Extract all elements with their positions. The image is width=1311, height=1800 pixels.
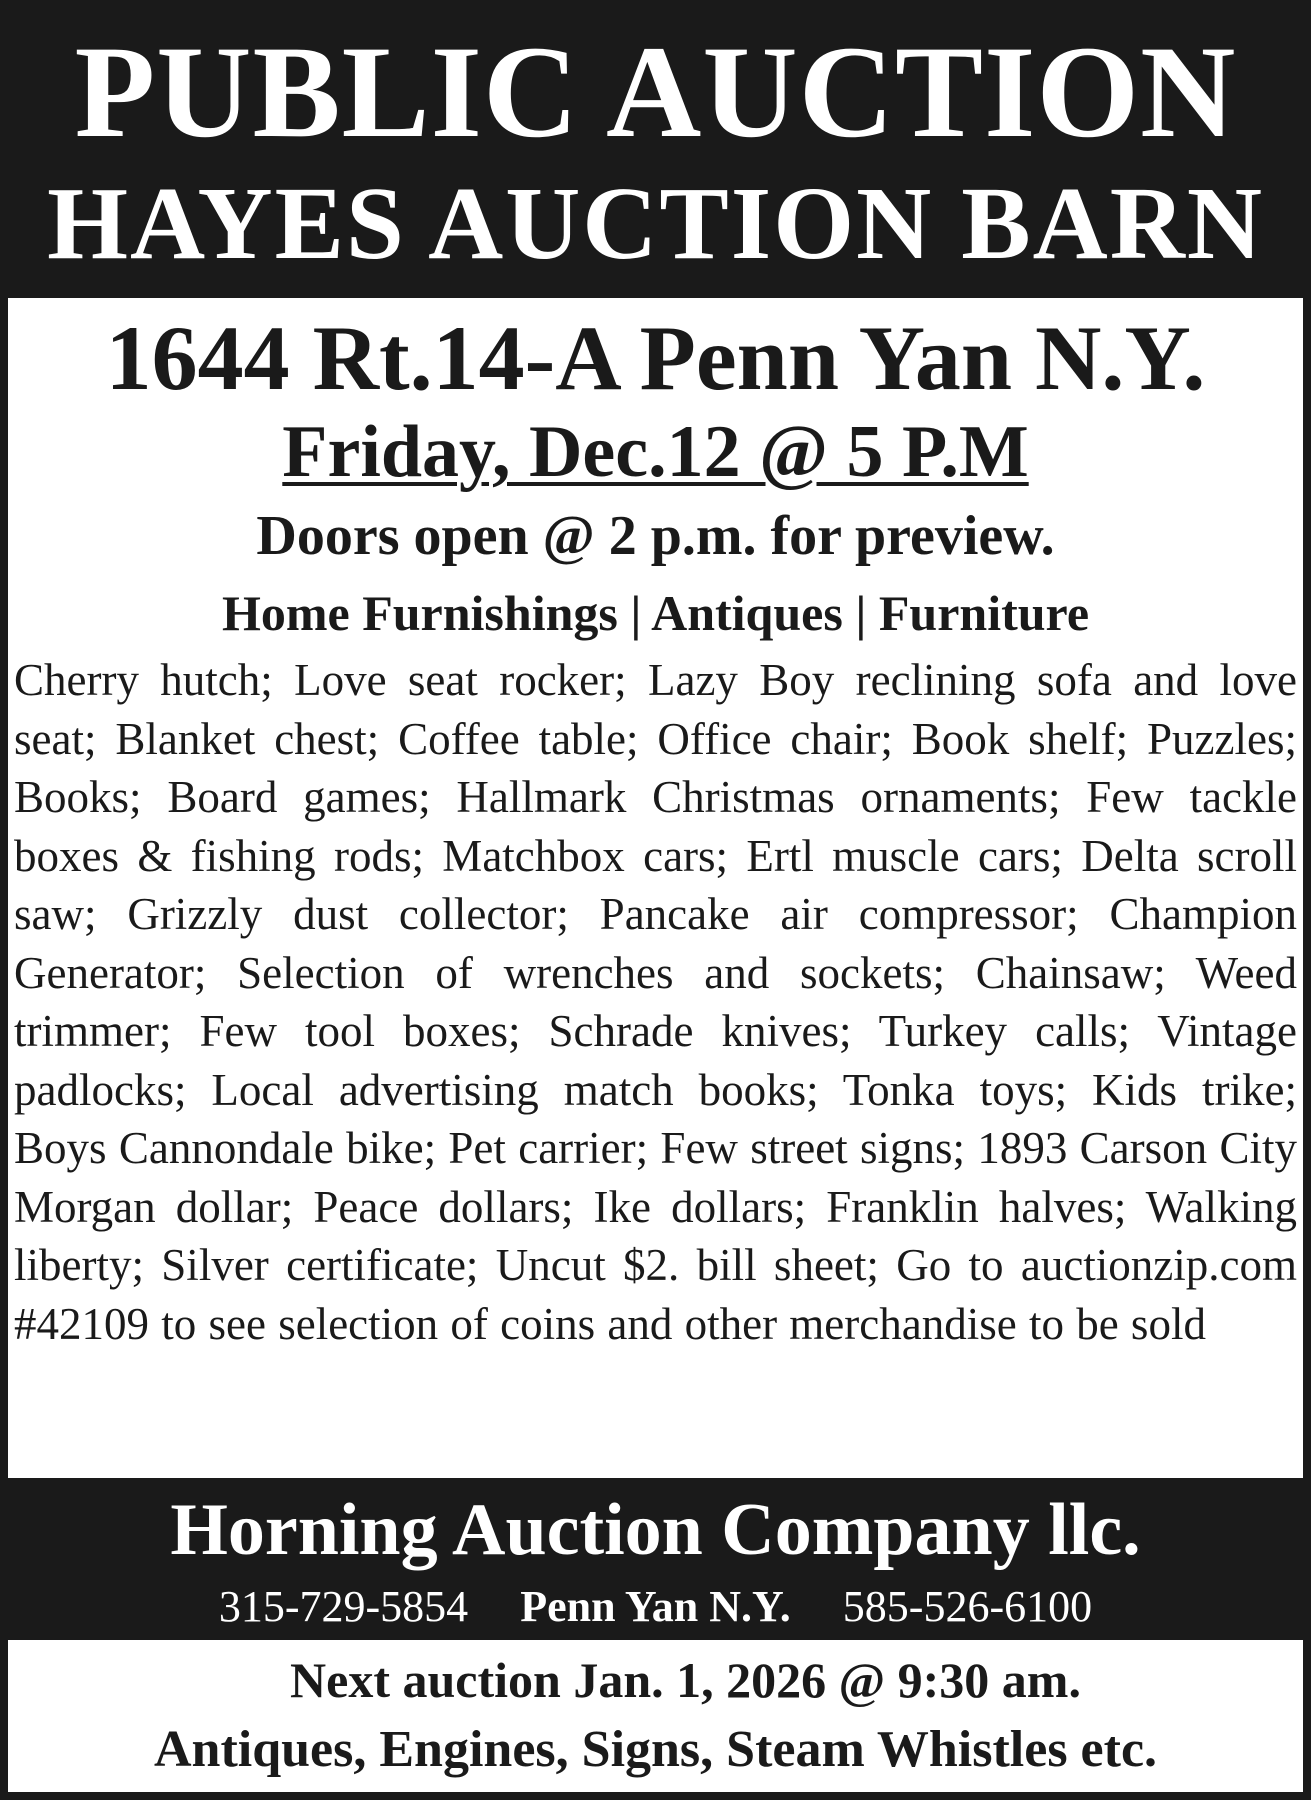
auction-date <box>8 410 1303 494</box>
preview-time: Doors open @ 2 p.m. for preview. <box>256 505 1055 567</box>
company-phone-1: 315-729-5854 <box>218 1582 469 1631</box>
company-phone-2: 585-526-6100 <box>842 1582 1093 1631</box>
ad-title: PUBLIC AUCTION <box>74 18 1237 165</box>
ad-header <box>0 0 1311 292</box>
venue-name: HAYES AUCTION BARN <box>47 166 1264 281</box>
auction-date-text: Friday, Dec.12 @ 5 P.M <box>282 411 1029 493</box>
next-auction-panel <box>8 1640 1303 1792</box>
company-contact <box>0 1580 1311 1634</box>
next-auction-items: Antiques, Engines, Signs, Steam Whistles etc. <box>153 1721 1158 1778</box>
item-categories: Home Furnishings | Antiques | Furniture <box>221 585 1090 641</box>
auction-address: 1644 Rt.14-A Penn Yan N.Y. <box>105 307 1206 409</box>
next-auction-date: Next auction Jan. 1, 2026 @ 9:30 am. <box>290 1652 1081 1708</box>
company-name: Horning Auction Company llc. <box>170 1489 1141 1571</box>
company-location: Penn Yan N.Y. <box>520 1582 791 1631</box>
details-panel <box>8 298 1303 1478</box>
item-list: Cherry hutch; Love seat rocker; Lazy Boy reclining sofa and love seat; Blanket chest; Coffee table; Office chair; Book shelf; Puzzles; Books; Board games; Hallmark Christmas ornaments; Few tackle boxes & fishing rods; Matchbox cars; Ertl muscle cars; Delta scroll saw; Grizzly dust collector; Pancake air compressor; Champion Generator; Selection of wrenches and sockets; Chainsaw; Weed trimmer; Few tool boxes; Schrade knives; Turkey calls; Vintage padlocks; Local advertising match books; Tonka toys; Kids trike; Boys Cannondale bike; Pet carrier; Few street signs; 1893 Carson City Morgan dollar; Peace dollars; Ike dollars; Franklin halves; Walking liberty; Silver certificate; Uncut $2. bill sheet; Go to auctionzip.com #42109 to see selection of coins and other merchandise to be sold <box>14 655 1297 1349</box>
